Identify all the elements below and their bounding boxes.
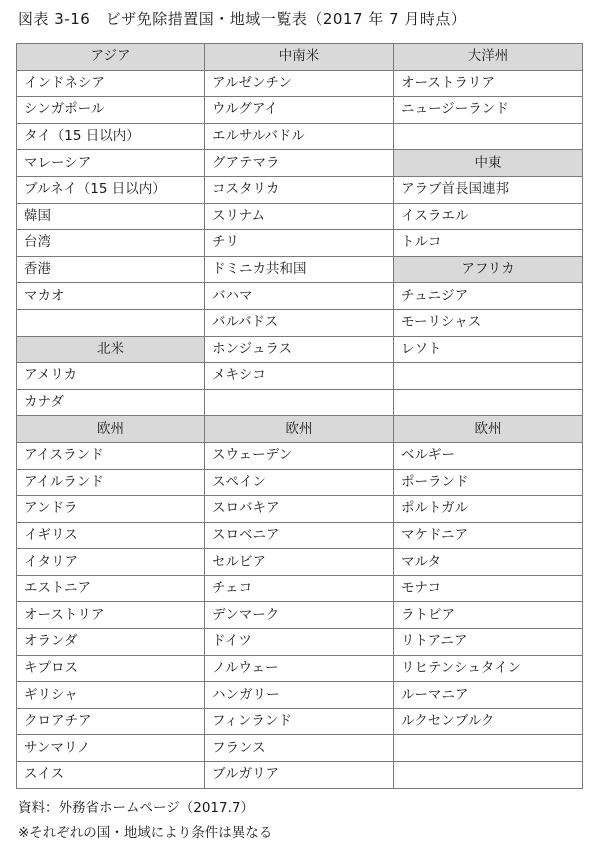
country-cell: エルサルバドル xyxy=(205,123,394,150)
empty-cell xyxy=(394,735,583,762)
country-cell: ドイツ xyxy=(205,629,394,656)
country-cell: ブルガリア xyxy=(205,762,394,789)
table-row xyxy=(17,389,583,416)
country-cell: ポルトガル xyxy=(394,496,583,523)
country-cell: インドネシア xyxy=(17,70,205,97)
country-cell: シンガポール xyxy=(17,97,205,124)
country-cell: ギリシャ xyxy=(17,682,205,709)
table-row xyxy=(17,629,583,656)
table-row xyxy=(17,762,583,789)
country-cell: アンドラ xyxy=(17,496,205,523)
table-row xyxy=(17,123,583,150)
country-cell: オーストラリア xyxy=(394,70,583,97)
country-cell: チェコ xyxy=(205,575,394,602)
region-header-cell: 北米 xyxy=(17,336,205,363)
country-cell: アメリカ xyxy=(17,363,205,390)
country-cell: バルバドス xyxy=(205,309,394,336)
country-cell: ラトビア xyxy=(394,602,583,629)
table-row xyxy=(17,203,583,230)
country-cell: マカオ xyxy=(17,283,205,310)
empty-cell xyxy=(394,123,583,150)
country-cell: アルゼンチン xyxy=(205,70,394,97)
table-row xyxy=(17,469,583,496)
empty-cell xyxy=(394,363,583,390)
table-row xyxy=(17,283,583,310)
table-row xyxy=(17,363,583,390)
country-cell: フランス xyxy=(205,735,394,762)
table-row xyxy=(17,150,583,177)
table-row xyxy=(17,97,583,124)
country-cell: グアテマラ xyxy=(205,150,394,177)
table-row xyxy=(17,655,583,682)
table-row xyxy=(17,496,583,523)
country-cell: アイスランド xyxy=(17,442,205,469)
empty-cell xyxy=(394,389,583,416)
table-row xyxy=(17,708,583,735)
country-cell: ルクセンブルク xyxy=(394,708,583,735)
region-header-cell: 中南米 xyxy=(205,44,394,71)
remark-note: ※それぞれの国・地域により条件は異なる xyxy=(18,825,273,841)
country-cell: スイス xyxy=(17,762,205,789)
country-cell: ベルギー xyxy=(394,442,583,469)
country-cell: スリナム xyxy=(205,203,394,230)
region-header-cell: 欧州 xyxy=(17,416,205,443)
table-row xyxy=(17,230,583,257)
region-header-cell: 大洋州 xyxy=(394,44,583,71)
country-cell: モーリシャス xyxy=(394,309,583,336)
country-cell: 香港 xyxy=(17,256,205,283)
country-cell: デンマーク xyxy=(205,602,394,629)
region-header-cell: 中東 xyxy=(394,150,583,177)
country-cell: サンマリノ xyxy=(17,735,205,762)
country-cell: ポーランド xyxy=(394,469,583,496)
table-row xyxy=(17,682,583,709)
figure-title: 図表 3-16 ビザ免除措置国・地域一覧表（2017 年 7 月時点） xyxy=(18,10,467,28)
region-header-cell: 欧州 xyxy=(394,416,583,443)
country-cell: 韓国 xyxy=(17,203,205,230)
empty-cell xyxy=(394,762,583,789)
country-cell: ハンガリー xyxy=(205,682,394,709)
table-row xyxy=(17,522,583,549)
country-cell: ホンジュラス xyxy=(205,336,394,363)
table-row xyxy=(17,309,583,336)
region-header-cell: 欧州 xyxy=(205,416,394,443)
table-row xyxy=(17,602,583,629)
country-cell: ルーマニア xyxy=(394,682,583,709)
table-row xyxy=(17,735,583,762)
country-cell: スウェーデン xyxy=(205,442,394,469)
country-cell: イスラエル xyxy=(394,203,583,230)
country-cell: スロバキア xyxy=(205,496,394,523)
country-cell: クロアチア xyxy=(17,708,205,735)
empty-cell xyxy=(17,309,205,336)
country-cell: オランダ xyxy=(17,629,205,656)
country-cell: モナコ xyxy=(394,575,583,602)
country-cell: イタリア xyxy=(17,549,205,576)
country-cell: チュニジア xyxy=(394,283,583,310)
country-cell: ニュージーランド xyxy=(394,97,583,124)
country-cell: メキシコ xyxy=(205,363,394,390)
footnotes xyxy=(18,796,272,846)
country-cell: オーストリア xyxy=(17,602,205,629)
table-row xyxy=(17,575,583,602)
region-header-cell: アジア xyxy=(17,44,205,71)
country-cell: ブルネイ（15 日以内） xyxy=(17,176,205,203)
country-cell: アラブ首長国連邦 xyxy=(394,176,583,203)
source-note: 資料：外務省ホームページ（2017.7） xyxy=(18,800,254,816)
country-cell: バハマ xyxy=(205,283,394,310)
table-row xyxy=(17,336,583,363)
country-cell: 台湾 xyxy=(17,230,205,257)
country-cell: ウルグアイ xyxy=(205,97,394,124)
region-header-cell: アフリカ xyxy=(394,256,583,283)
country-cell: トルコ xyxy=(394,230,583,257)
country-cell: カナダ xyxy=(17,389,205,416)
visa-exemption-table xyxy=(16,43,583,789)
country-cell: イギリス xyxy=(17,522,205,549)
country-cell: コスタリカ xyxy=(205,176,394,203)
country-cell: エストニア xyxy=(17,575,205,602)
country-cell: ノルウェー xyxy=(205,655,394,682)
country-cell: タイ（15 日以内） xyxy=(17,123,205,150)
country-cell: マケドニア xyxy=(394,522,583,549)
country-cell: スロベニア xyxy=(205,522,394,549)
country-cell: スペイン xyxy=(205,469,394,496)
country-cell: キプロス xyxy=(17,655,205,682)
table-row xyxy=(17,176,583,203)
country-cell: セルビア xyxy=(205,549,394,576)
empty-cell xyxy=(205,389,394,416)
country-cell: リヒテンシュタイン xyxy=(394,655,583,682)
country-cell: マレーシア xyxy=(17,150,205,177)
table-row xyxy=(17,44,583,71)
country-cell: チリ xyxy=(205,230,394,257)
country-cell: ドミニカ共和国 xyxy=(205,256,394,283)
country-cell: マルタ xyxy=(394,549,583,576)
table-row xyxy=(17,70,583,97)
table-row xyxy=(17,256,583,283)
country-cell: アイルランド xyxy=(17,469,205,496)
country-cell: フィンランド xyxy=(205,708,394,735)
table-row xyxy=(17,442,583,469)
country-cell: レソト xyxy=(394,336,583,363)
table-row xyxy=(17,549,583,576)
table-row xyxy=(17,416,583,443)
country-cell: リトアニア xyxy=(394,629,583,656)
